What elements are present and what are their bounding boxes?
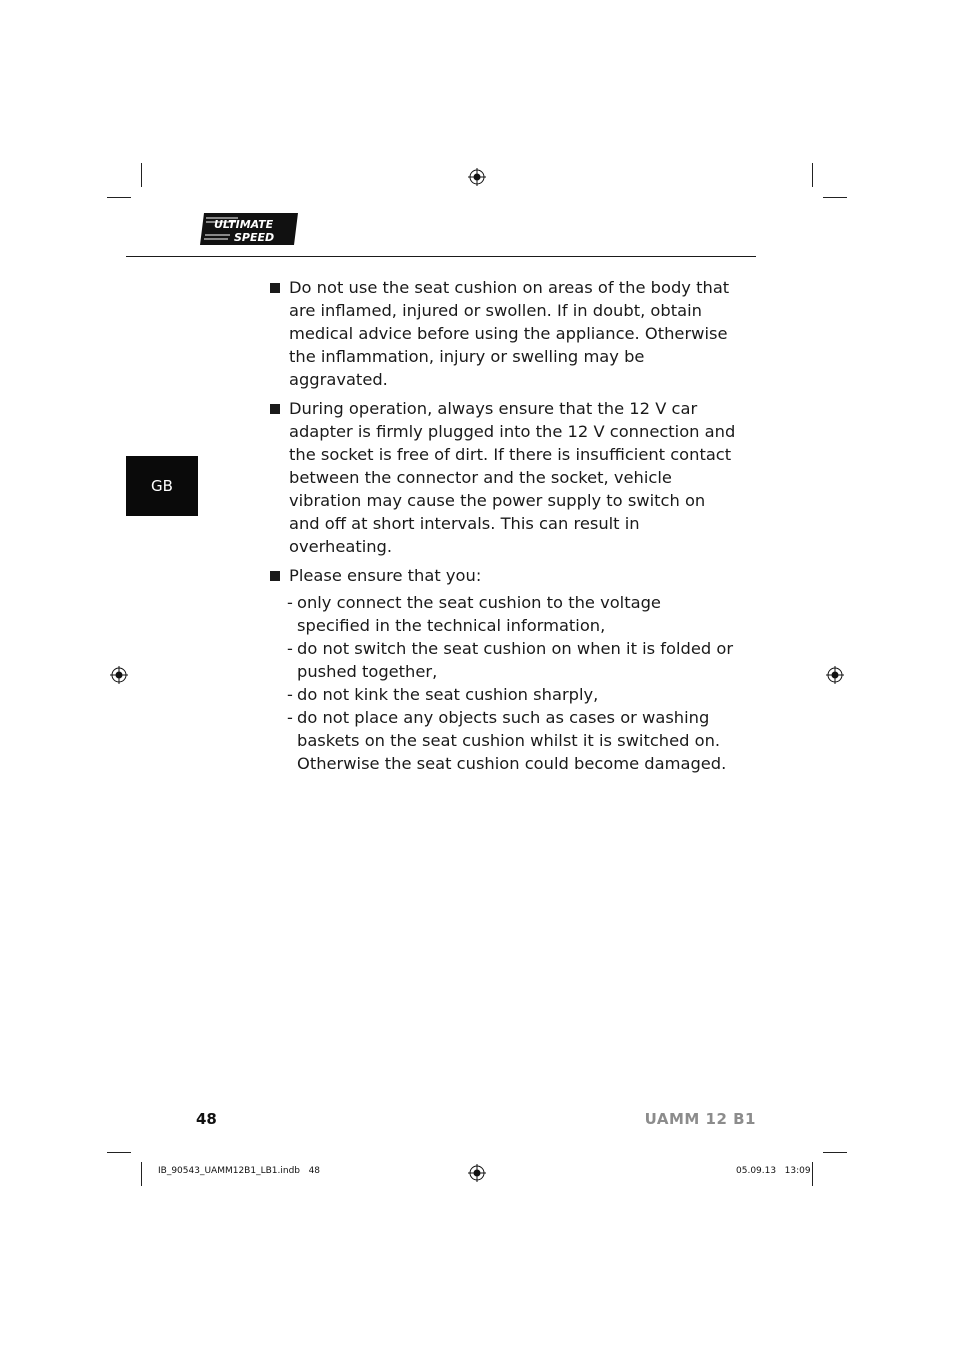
registration-mark-icon xyxy=(110,666,128,684)
registration-mark-icon xyxy=(468,1164,486,1182)
dash-marker: - xyxy=(287,708,293,727)
bullet-text: During operation, always ensure that the 12 V car adapter is firmly plugged into the 12 V connection and the socket is free of dirt. If there is insufficient contact between the connector and the socket, vehicle vibration may cause the power supply to switch on and off at short intervals. This can result in overheating. xyxy=(289,399,736,556)
bullet-item xyxy=(268,397,738,558)
square-bullet-icon xyxy=(270,571,280,581)
sub-item xyxy=(268,683,738,706)
sub-item xyxy=(268,706,738,775)
square-bullet-icon xyxy=(270,283,280,293)
logo-text-line2: SPEED xyxy=(234,231,275,244)
sub-item-text: do not kink the seat cushion sharply, xyxy=(297,685,599,704)
registration-mark-icon xyxy=(826,666,844,684)
crop-mark xyxy=(823,1152,847,1153)
page-number: 48 xyxy=(196,1110,217,1128)
sub-item-text: do not switch the seat cushion on when it is folded or pushed together, xyxy=(297,639,734,681)
dash-marker: - xyxy=(287,685,293,704)
bullet-item xyxy=(268,564,738,587)
bullet-text: Do not use the seat cushion on areas of the body that are inflamed, injured or swollen. If in doubt, obtain medical advice before using the appliance. Otherwise the inflammation, injury or swelling may be aggravated. xyxy=(289,278,730,389)
logo-text-line1: ULTIMATE xyxy=(214,218,274,231)
dash-marker: - xyxy=(287,639,293,658)
sub-list xyxy=(268,591,738,775)
bullet-text: Please ensure that you: xyxy=(289,566,482,585)
safety-instructions xyxy=(268,276,738,775)
model-number: UAMM 12 B1 xyxy=(644,1110,756,1128)
sub-item xyxy=(268,637,738,683)
crop-mark xyxy=(823,197,847,198)
sub-item-text: do not place any objects such as cases or washing baskets on the seat cushion whilst it is switched on. Otherwise the seat cushion could become damaged. xyxy=(297,708,727,773)
slug-date-info: 05.09.13 13:09 xyxy=(736,1166,811,1176)
crop-mark xyxy=(141,163,142,187)
bullet-item xyxy=(268,276,738,391)
sub-item-text: only connect the seat cushion to the voltage specified in the technical information, xyxy=(297,593,661,635)
slug-file-info: IB_90543_UAMM12B1_LB1.indb 48 xyxy=(158,1166,321,1176)
square-bullet-icon xyxy=(270,404,280,414)
registration-mark-icon xyxy=(468,168,486,186)
dash-marker: - xyxy=(287,593,293,612)
crop-mark xyxy=(812,1162,813,1186)
language-tab: GB xyxy=(126,456,198,516)
crop-mark xyxy=(812,163,813,187)
crop-mark xyxy=(141,1162,142,1186)
ultimate-speed-logo xyxy=(200,213,298,245)
header-rule xyxy=(126,256,756,257)
crop-mark xyxy=(107,197,131,198)
sub-item xyxy=(268,591,738,637)
crop-mark xyxy=(107,1152,131,1153)
